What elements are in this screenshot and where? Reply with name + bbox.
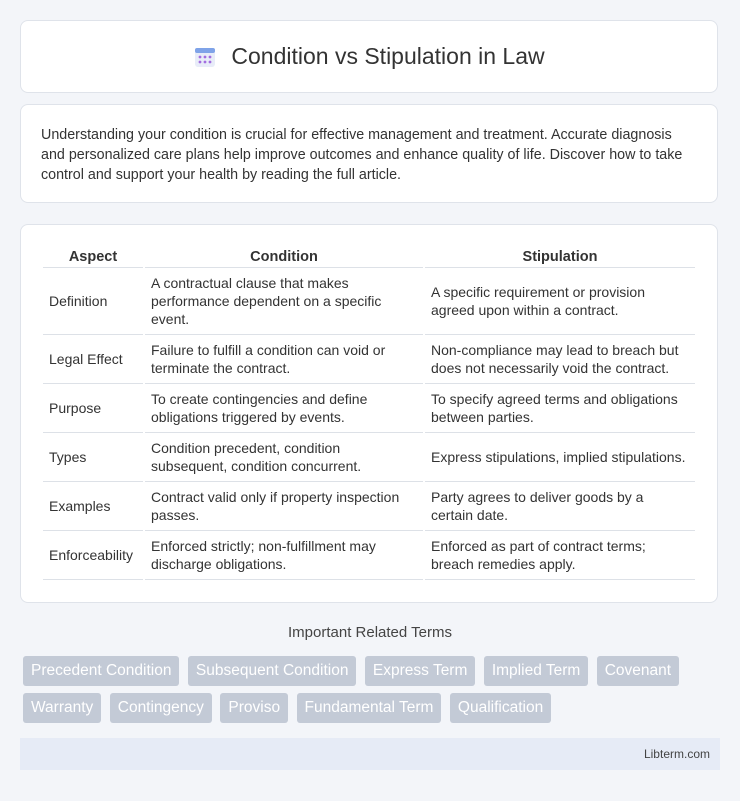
tag-fundamental-term[interactable]: Fundamental Term <box>297 693 442 723</box>
table-header-row <box>43 241 695 268</box>
related-terms-tags <box>23 656 723 730</box>
cell-aspect: Purpose <box>43 384 143 433</box>
footer <box>20 738 720 770</box>
header-condition: Condition <box>145 241 423 268</box>
tag-subsequent-condition[interactable]: Subsequent Condition <box>188 656 357 686</box>
tag-precedent-condition[interactable]: Precedent Condition <box>23 656 179 686</box>
cell-stipulation: Express stipulations, implied stipulations. <box>425 433 695 482</box>
intro-text: Understanding your condition is crucial for effective management and treatment. Accurate diagnosis and personalized care plans help improve outcomes and enhance quality of life. Discover how to take control and support your health by reading the full article. <box>41 127 683 183</box>
table-row <box>43 531 695 580</box>
table-row <box>43 268 695 335</box>
comparison-card <box>20 224 718 603</box>
cell-stipulation: A specific requirement or provision agreed upon within a contract. <box>425 268 695 335</box>
table-row <box>43 384 695 433</box>
table-row <box>43 335 695 384</box>
header-stipulation: Stipulation <box>425 241 695 268</box>
tag-contingency[interactable]: Contingency <box>110 693 212 723</box>
cell-stipulation: To specify agreed terms and obligations between parties. <box>425 384 695 433</box>
cell-stipulation: Enforced as part of contract terms; breach remedies apply. <box>425 531 695 580</box>
cell-condition: To create contingencies and define obligations triggered by events. <box>145 384 423 433</box>
related-terms-title: Important Related Terms <box>288 624 452 641</box>
table-row <box>43 482 695 531</box>
cell-aspect: Examples <box>43 482 143 531</box>
table-row <box>43 433 695 482</box>
cell-aspect: Types <box>43 433 143 482</box>
cell-stipulation: Party agrees to deliver goods by a certain date. <box>425 482 695 531</box>
tag-express-term[interactable]: Express Term <box>365 656 475 686</box>
footer-site[interactable]: Libterm.com <box>643 747 710 761</box>
comparison-table <box>41 241 697 580</box>
calendar-grid-icon <box>193 45 217 69</box>
cell-condition: Contract valid only if property inspection passes. <box>145 482 423 531</box>
tag-proviso[interactable]: Proviso <box>220 693 288 723</box>
tag-covenant[interactable]: Covenant <box>597 656 679 686</box>
cell-stipulation: Non-compliance may lead to breach but does not necessarily void the contract. <box>425 335 695 384</box>
title-card <box>20 20 718 93</box>
tag-warranty[interactable]: Warranty <box>23 693 101 723</box>
tag-qualification[interactable]: Qualification <box>450 693 551 723</box>
page-title: Condition vs Stipulation in Law <box>231 43 545 69</box>
cell-aspect: Legal Effect <box>43 335 143 384</box>
cell-condition: Condition precedent, condition subsequent, condition concurrent. <box>145 433 423 482</box>
header-aspect: Aspect <box>43 241 143 268</box>
cell-aspect: Definition <box>43 268 143 335</box>
cell-condition: A contractual clause that makes performance dependent on a specific event. <box>145 268 423 335</box>
cell-condition: Failure to fulfill a condition can void or terminate the contract. <box>145 335 423 384</box>
cell-aspect: Enforceability <box>43 531 143 580</box>
tag-implied-term[interactable]: Implied Term <box>484 656 588 686</box>
cell-condition: Enforced strictly; non-fulfillment may discharge obligations. <box>145 531 423 580</box>
intro-card <box>20 104 718 203</box>
